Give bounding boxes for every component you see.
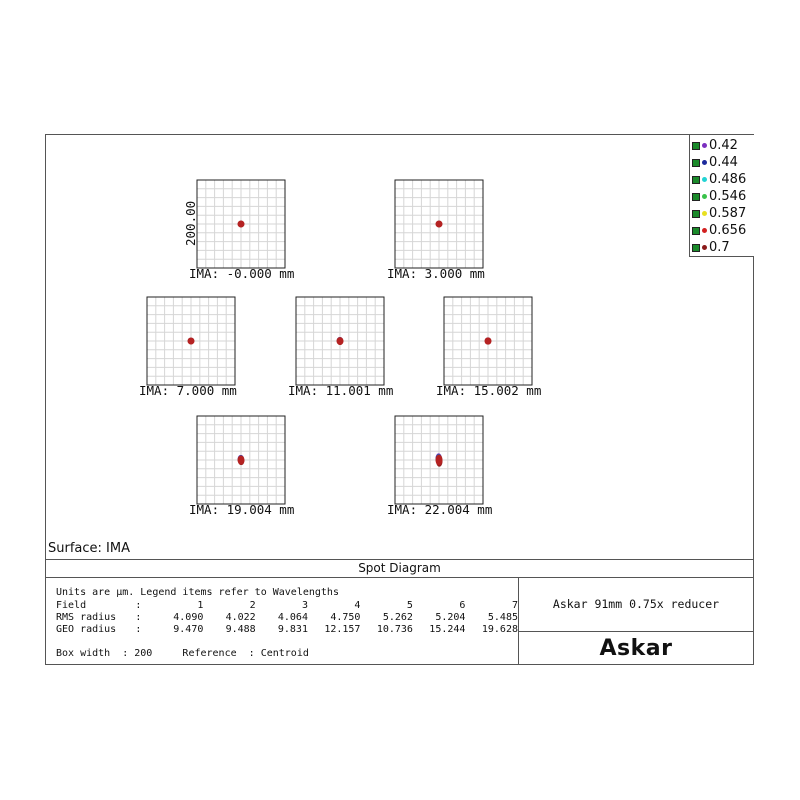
spot-core bbox=[485, 337, 492, 344]
field-number: 6 bbox=[459, 600, 466, 611]
rms-row bbox=[56, 612, 518, 624]
spot-core bbox=[436, 221, 443, 228]
spot-diagram-frame bbox=[45, 134, 754, 665]
legend-swatch-icon bbox=[692, 159, 700, 167]
field-number: 5 bbox=[406, 600, 413, 611]
field-label: Field bbox=[56, 600, 87, 611]
box-width-reference: Box width : 200 Reference : Centroid bbox=[56, 648, 309, 659]
rms-value: 4.064 bbox=[277, 612, 308, 623]
legend-item bbox=[692, 188, 746, 205]
description-panel bbox=[519, 577, 753, 665]
geo-label: GEO radius bbox=[56, 624, 117, 635]
geo-value: 15.244 bbox=[429, 624, 466, 635]
rms-value: 5.262 bbox=[382, 612, 413, 623]
rms-value: 4.750 bbox=[330, 612, 361, 623]
legend-swatch-icon bbox=[692, 176, 700, 184]
askar-logo: Askar bbox=[599, 636, 673, 661]
lens-description: Askar 91mm 0.75x reducer bbox=[519, 577, 753, 632]
legend-item bbox=[692, 239, 730, 256]
legend-dot-icon bbox=[702, 245, 707, 250]
spot-core bbox=[238, 221, 245, 228]
legend-label: 0.656 bbox=[709, 223, 747, 238]
field-number: 4 bbox=[354, 600, 361, 611]
colon: : bbox=[135, 612, 142, 623]
field-label: IMA: 15.002 mm bbox=[436, 383, 542, 398]
geo-value: 9.470 bbox=[173, 624, 204, 635]
legend-swatch-icon bbox=[692, 210, 700, 218]
legend-label: 0.587 bbox=[709, 206, 747, 221]
geo-value: 12.157 bbox=[324, 624, 361, 635]
field-label: IMA: -0.000 mm bbox=[189, 266, 295, 281]
legend-item bbox=[692, 205, 746, 222]
chart-title: Spot Diagram bbox=[46, 559, 753, 578]
legend-label: 0.44 bbox=[709, 155, 738, 170]
legend-label: 0.486 bbox=[709, 172, 747, 187]
surface-label: Surface: IMA bbox=[48, 541, 130, 556]
legend-swatch-icon bbox=[692, 193, 700, 201]
field-number: 1 bbox=[197, 600, 204, 611]
legend-dot-icon bbox=[702, 211, 707, 216]
legend-swatch-icon bbox=[692, 244, 700, 252]
legend-label: 0.42 bbox=[709, 138, 738, 153]
legend-item bbox=[692, 154, 738, 171]
field-label: IMA: 22.004 mm bbox=[387, 502, 493, 517]
field-label: IMA: 19.004 mm bbox=[189, 502, 295, 517]
colon: : bbox=[135, 600, 142, 611]
field-number: 2 bbox=[249, 600, 256, 611]
legend-dot-icon bbox=[702, 194, 707, 199]
geo-row bbox=[56, 624, 518, 636]
rms-value: 5.204 bbox=[435, 612, 466, 623]
legend-swatch-icon bbox=[692, 227, 700, 235]
field-label: IMA: 3.000 mm bbox=[387, 266, 485, 281]
legend-item bbox=[692, 171, 746, 188]
units-line: Units are µm. Legend items refer to Wavelengths bbox=[56, 587, 339, 598]
field-label: IMA: 11.001 mm bbox=[288, 383, 394, 398]
field-row bbox=[56, 600, 518, 612]
rms-value: 4.090 bbox=[173, 612, 204, 623]
field-number: 7 bbox=[511, 600, 518, 611]
geo-value: 10.736 bbox=[376, 624, 413, 635]
legend-swatch-icon bbox=[692, 142, 700, 150]
legend-item bbox=[692, 137, 738, 154]
spot-core bbox=[238, 455, 245, 464]
field-label: IMA: 7.000 mm bbox=[139, 383, 237, 398]
spot-core bbox=[337, 337, 344, 345]
colon: : bbox=[135, 624, 142, 635]
wavelength-legend bbox=[689, 135, 754, 257]
scale-label: 200.00 bbox=[183, 200, 198, 246]
legend-dot-icon bbox=[702, 143, 707, 148]
rms-value: 5.485 bbox=[487, 612, 518, 623]
spot-diagrams-svg bbox=[46, 135, 753, 559]
geo-value: 9.488 bbox=[225, 624, 256, 635]
legend-dot-icon bbox=[702, 228, 707, 233]
geo-value: 9.831 bbox=[277, 624, 308, 635]
rms-label: RMS radius bbox=[56, 612, 117, 623]
geo-value: 19.628 bbox=[481, 624, 518, 635]
spot-core bbox=[188, 338, 195, 345]
stats-table bbox=[56, 600, 518, 636]
rms-value: 4.022 bbox=[225, 612, 256, 623]
field-number: 3 bbox=[301, 600, 308, 611]
legend-dot-icon bbox=[702, 160, 707, 165]
legend-label: 0.546 bbox=[709, 189, 747, 204]
spot-core bbox=[436, 455, 443, 466]
legend-label: 0.7 bbox=[709, 240, 730, 255]
legend-item bbox=[692, 222, 746, 239]
plot-area bbox=[46, 135, 753, 559]
stats-panel bbox=[46, 577, 519, 665]
legend-dot-icon bbox=[702, 177, 707, 182]
